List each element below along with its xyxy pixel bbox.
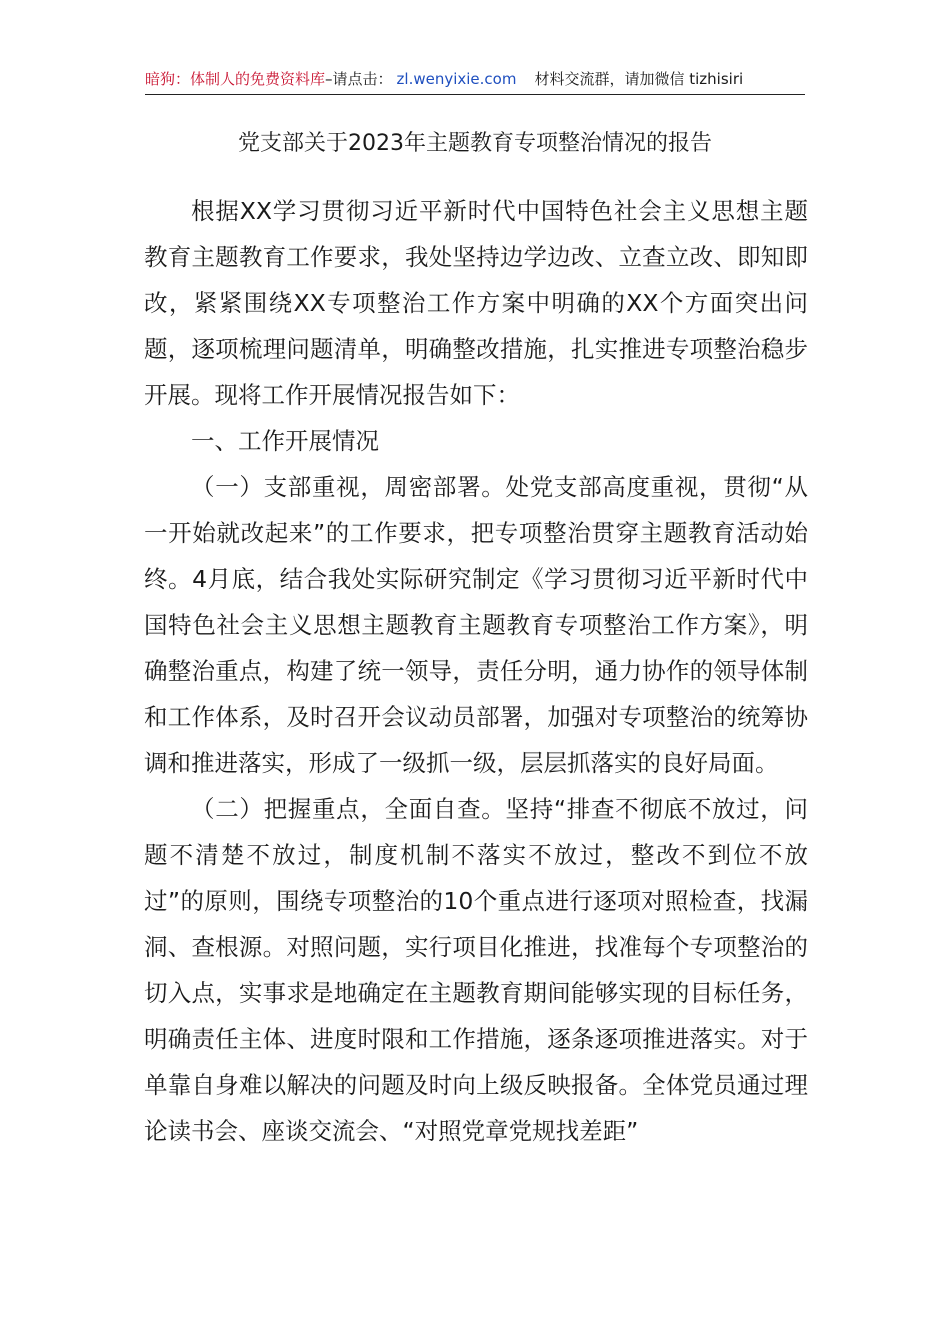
paragraph-section-1-2: （二）把握重点，全面自查。坚持“排查不彻底不放过，问题不清楚不放过，制度机制不落实不放过，整改不到位不放过”的原则，围绕专项整治的10个重点进行逐项对照检查，找漏洞、查根源。对照问题，实行项目化推进，找准每个专项整治的切入点，实事求是地确定在主题教育期间能够实现的目标任务，明确责任主体、进度时限和工作措施，逐条逐项推进落实。对于单靠自身难以解决的问题及时向上级反映报备。全体党员通过理论读书会、座谈交流会、“对照党章党规找差距” (144, 795, 808, 1145)
header-prompt: –请点击： (325, 70, 393, 88)
paragraph-section-1-1: （一）支部重视，周密部署。处党支部高度重视，贯彻“从一开始就改起来”的工作要求，把专项整治贯穿主题教育活动始终。4月底，结合我处实际研究制定《学习贯彻习近平新时代中国特色社会主义思想主题教育主题教育专项整治工作方案》，明确整治重点，构建了统一领导，责任分明，通力协作的领导体制和工作体系，及时召开会议动员部署，加强对专项整治的统筹协调和推进落实，形成了一级抓一级，层层抓落实的良好局面。 (144, 473, 808, 777)
header-link[interactable]: zl.wenyixie.com (396, 70, 517, 88)
document-title: 党支部关于2023年主题教育专项整治情况的报告 (238, 131, 712, 156)
header-brand: 暗狗：体制人的免费资料库 (145, 70, 326, 88)
page-header (145, 64, 805, 95)
header-wechat-note: 材料交流群，请加微信 tizhisiri (534, 70, 744, 88)
paragraph-intro: 根据XX学习贯彻习近平新时代中国特色社会主义思想主题教育主题教育工作要求，我处坚持边学边改、立查立改、即知即改，紧紧围绕XX专项整治工作方案中明确的XX个方面突出问题，逐项梳理问题清单，明确整改措施，扎实推进专项整治稳步开展。现将工作开展情况报告如下： (144, 197, 808, 409)
section-heading-1: 一、工作开展情况 (191, 427, 379, 455)
document-body (144, 188, 808, 1154)
